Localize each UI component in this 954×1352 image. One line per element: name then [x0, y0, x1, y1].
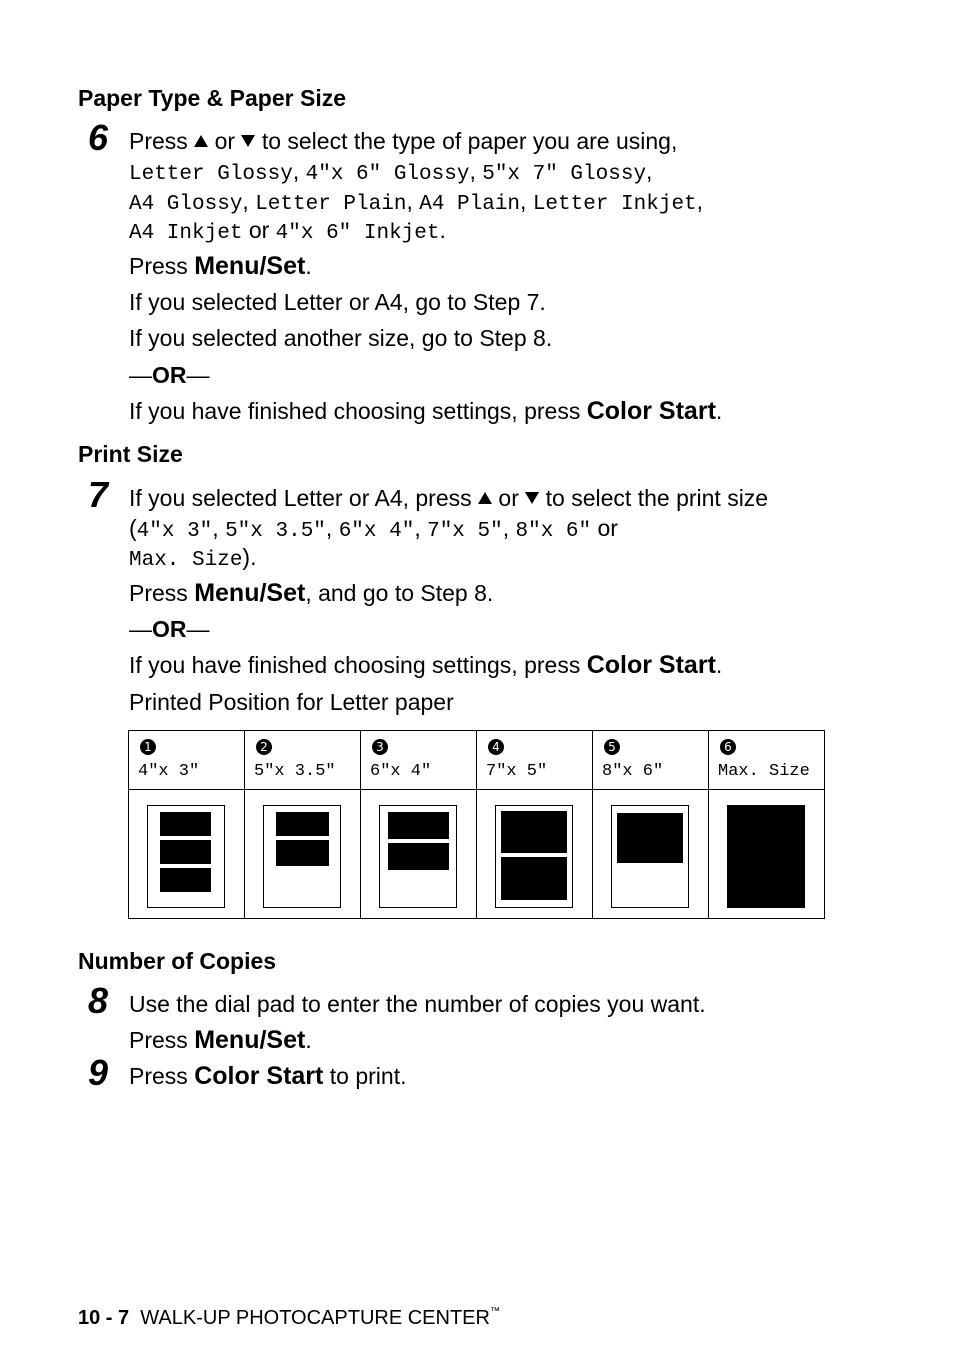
- option-letter-glossy: Letter Glossy: [129, 163, 293, 186]
- step6-press-menu-set: Press Menu/Set.: [129, 252, 312, 280]
- text-or: or: [248, 217, 270, 243]
- step6-instruction: [129, 127, 677, 155]
- down-arrow-icon: [241, 135, 255, 147]
- color-start-key: Color Start: [586, 397, 716, 425]
- table-illustration-row: [129, 790, 825, 919]
- table-cell: [245, 731, 361, 790]
- print-area-block: [501, 857, 567, 900]
- text-finished: If you have finished choosing settings, press: [129, 398, 581, 424]
- paper-illustration-6x4: [379, 805, 457, 908]
- option-5x7-glossy: 5"x 7" Glossy: [482, 163, 647, 186]
- size-label: Max. Size: [718, 762, 810, 781]
- table-cell: [129, 790, 245, 919]
- size-4x3: 4"x 3": [136, 520, 213, 543]
- size-label: 4"x 3": [138, 762, 200, 781]
- paper-illustration-4x3: [147, 805, 225, 908]
- print-area-block: [276, 812, 329, 836]
- table-cell: [709, 790, 825, 919]
- step6-if-letter: If you selected Letter or A4, go to Step 7.: [129, 289, 546, 315]
- or-separator: —OR—: [129, 616, 210, 642]
- size-8x6: 8"x 6": [515, 520, 592, 543]
- color-start-key: Color Start: [586, 651, 716, 679]
- heading-print-size: Print Size: [78, 441, 183, 467]
- menu-set-key: Menu/Set: [194, 252, 306, 280]
- text-or: or: [597, 515, 618, 541]
- table-cell: [593, 731, 709, 790]
- print-area-block: [160, 812, 211, 836]
- paper-illustration-8x6: [611, 805, 689, 908]
- option-a4-plain: A4 Plain: [419, 193, 521, 216]
- option-4x6-glossy: 4"x 6" Glossy: [305, 163, 470, 186]
- text-select-size: to select the print size: [545, 485, 769, 511]
- option-letter-inkjet: Letter Inkjet: [532, 193, 697, 216]
- or-label: OR: [152, 616, 187, 642]
- step7-instruction: [129, 484, 768, 512]
- text-press: Press: [129, 253, 188, 279]
- paper-illustration-max-size: [727, 805, 805, 908]
- step6-if-other: If you selected another size, go to Step 8.: [129, 325, 553, 351]
- option-4x6-inkjet: 4"x 6" Inkjet: [275, 222, 440, 245]
- or-label: OR: [152, 362, 187, 388]
- size-label: 6"x 4": [370, 762, 432, 781]
- print-area-block: [501, 811, 567, 853]
- heading-paper-type: Paper Type & Paper Size: [78, 85, 347, 111]
- size-label: 8"x 6": [602, 762, 664, 781]
- page-number: 10 - 7: [78, 1307, 130, 1329]
- paper-options-line2: A4 Glossy, Letter Plain, A4 Plain, Letter Inkjet,: [129, 188, 704, 216]
- page-footer: [78, 1300, 500, 1330]
- step-number-9: 9: [88, 1052, 109, 1093]
- print-area-block: [388, 843, 449, 870]
- option-a4-glossy: A4 Glossy: [129, 193, 243, 216]
- heading-number-of-copies: Number of Copies: [78, 948, 277, 974]
- size-5x3-5: 5"x 3.5": [225, 520, 326, 543]
- or-separator: —OR—: [129, 362, 210, 388]
- text-if-selected: If you selected Letter or A4, press: [129, 485, 472, 511]
- size-label: 5"x 3.5": [254, 762, 336, 781]
- size-label: 7"x 5": [486, 762, 548, 781]
- text-press: Press: [129, 1063, 188, 1089]
- table-cell: [129, 731, 245, 790]
- text-select-type: to select the type of paper you are using,: [261, 128, 678, 154]
- step7-press-menu-set: [129, 579, 493, 607]
- print-area-block: [160, 840, 211, 864]
- print-area-block: [617, 813, 683, 863]
- size-6x4: 6"x 4": [338, 520, 415, 543]
- print-area-block: [388, 812, 449, 839]
- step7-finished: If you have finished choosing settings, press Color Start.: [129, 651, 723, 679]
- size-max: Max. Size: [129, 549, 243, 572]
- circled-number: 2: [256, 739, 272, 755]
- text-to-print: to print.: [329, 1063, 407, 1089]
- circled-number: 3: [372, 739, 388, 755]
- text-press: Press: [129, 580, 188, 606]
- circled-number: 5: [604, 739, 620, 755]
- text-finished: If you have finished choosing settings, press: [129, 652, 581, 678]
- up-arrow-icon: [194, 135, 208, 147]
- printed-position-caption: Printed Position for Letter paper: [129, 689, 454, 715]
- menu-set-key: Menu/Set: [194, 1026, 306, 1054]
- table-cell: [709, 731, 825, 790]
- menu-set-key: Menu/Set: [194, 579, 306, 607]
- footer-title: WALK-UP PHOTOCAPTURE CENTER: [140, 1307, 490, 1329]
- color-start-key: Color Start: [194, 1062, 324, 1090]
- circled-number: 1: [140, 739, 156, 755]
- table-cell: [361, 790, 477, 919]
- option-a4-inkjet: A4 Inkjet: [129, 222, 243, 245]
- table-header-row: [129, 731, 825, 790]
- paper-illustration-5x3-5: [263, 805, 341, 908]
- size-7x5: 7"x 5": [427, 520, 503, 543]
- table-cell: [477, 790, 593, 919]
- text-or: or: [214, 128, 236, 154]
- up-arrow-icon: [478, 492, 492, 504]
- print-area-block: [160, 868, 211, 892]
- text-go-step8: , and go to Step 8.: [305, 580, 494, 606]
- text-or: or: [498, 485, 519, 511]
- text-press: Press: [129, 1027, 188, 1053]
- table-cell: [477, 731, 593, 790]
- paper-illustration-7x5: [495, 805, 573, 908]
- paper-options-line1: Letter Glossy, 4"x 6" Glossy, 5"x 7" Glossy,: [129, 158, 653, 186]
- step-number-6: 6: [88, 117, 109, 158]
- text-press: Press: [129, 128, 188, 154]
- option-letter-plain: Letter Plain: [255, 193, 407, 216]
- print-size-table: [128, 730, 825, 919]
- step8-press-menu-set: Press Menu/Set.: [129, 1026, 312, 1054]
- table-cell: [593, 790, 709, 919]
- print-area-block: [276, 840, 329, 866]
- step8-instruction: Use the dial pad to enter the number of copies you want.: [129, 991, 706, 1017]
- table-cell: [245, 790, 361, 919]
- step-number-7: 7: [88, 474, 109, 515]
- circled-number: 4: [488, 739, 504, 755]
- down-arrow-icon: [525, 492, 539, 504]
- size-options-line2: Max. Size).: [129, 544, 257, 572]
- circled-number: 6: [720, 739, 736, 755]
- step-number-8: 8: [88, 980, 109, 1021]
- step9-instruction: [129, 1062, 406, 1090]
- trademark-symbol: ™: [489, 1306, 500, 1317]
- step6-finished: If you have finished choosing settings, press Color Start.: [129, 397, 723, 425]
- table-cell: [361, 731, 477, 790]
- paper-options-line3: A4 Inkjet or 4"x 6" Inkjet.: [129, 217, 446, 245]
- size-options-line1: (4"x 3", 5"x 3.5", 6"x 4", 7"x 5", 8"x 6" or: [129, 515, 618, 543]
